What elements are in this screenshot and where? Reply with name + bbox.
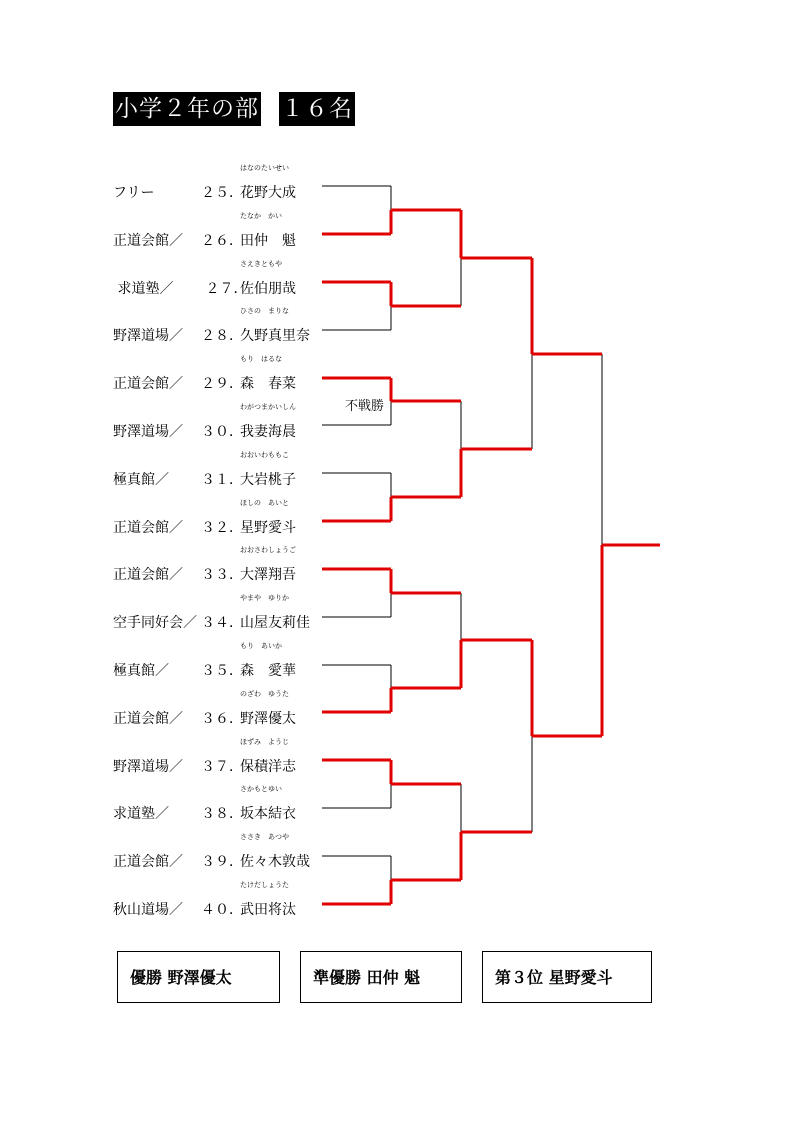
dojo-name: 野澤道場／ — [113, 758, 183, 775]
competitor-name: 我妻海晨 — [240, 424, 296, 440]
name-reading: おおいわももこ — [240, 450, 289, 459]
competitor-name: 佐伯朋哉 — [240, 280, 296, 297]
division-title: 小学２年の部 — [113, 92, 261, 126]
dojo-name: 極真館／ — [113, 663, 169, 679]
entry-number: ３０． — [201, 424, 243, 440]
competitor-name: 保積洋志 — [240, 758, 296, 775]
dojo-name: フリー — [113, 185, 155, 201]
dojo-name: 野澤道場／ — [113, 328, 183, 345]
entry-number: ２６． — [201, 232, 243, 249]
dojo-name: 野澤道場／ — [113, 424, 183, 440]
entry-number: ２５． — [201, 185, 243, 201]
competitor-name: 坂本結衣 — [240, 806, 296, 823]
name-reading: ひさの まりな — [240, 307, 289, 316]
dojo-name: 正道会館／ — [113, 710, 183, 727]
competitor-name: 大澤翔吾 — [240, 567, 296, 584]
name-reading: ほずみ ようじ — [240, 737, 289, 746]
dojo-name: 求道塾／ — [113, 806, 169, 823]
competitor-name: 花野大成 — [240, 185, 296, 201]
entry-number: ３３． — [201, 567, 243, 584]
entry-number: ３５． — [201, 663, 243, 679]
dojo-name: 求道塾／ — [113, 280, 174, 297]
entry-number: ４０． — [201, 902, 243, 918]
dojo-name: 極真館／ — [113, 471, 169, 488]
competitor-name: 森 春菜 — [240, 376, 296, 393]
entry-number: ３１． — [201, 471, 243, 488]
competitor-name: 森 愛華 — [240, 663, 296, 679]
entry-number: ３４． — [201, 615, 243, 632]
dojo-name: 正道会館／ — [113, 854, 183, 871]
name-reading: やまや ゆりか — [240, 594, 289, 603]
competitor-name: 佐々木敦哉 — [240, 854, 310, 871]
walkover-note: 不戦勝 — [345, 399, 385, 414]
dojo-name: 正道会館／ — [113, 519, 183, 536]
third-place-box: 第３位 星野愛斗 — [482, 951, 652, 1003]
competitor-name: 久野真里奈 — [240, 328, 310, 345]
dojo-name: 正道会館／ — [113, 567, 183, 584]
name-reading: わがつまかいしん — [240, 403, 296, 411]
entry-number: ３７． — [201, 758, 243, 775]
name-reading: ささき あつや — [240, 833, 289, 842]
name-reading: おおさわしょうご — [240, 546, 296, 555]
name-reading: たなか かい — [240, 211, 282, 220]
dojo-name: 正道会館／ — [113, 376, 183, 393]
entry-number: ２８． — [201, 328, 243, 345]
dojo-name: 秋山道場／ — [113, 902, 183, 918]
name-reading: もり はるな — [240, 355, 282, 364]
dojo-name: 正道会館／ — [113, 232, 183, 249]
name-reading: もり あいか — [240, 642, 282, 650]
entry-number: ２９． — [201, 376, 243, 393]
competitor-name: 星野愛斗 — [240, 519, 296, 536]
entry-number: ３８． — [201, 806, 243, 823]
name-reading: ほしの あいと — [240, 498, 289, 507]
dojo-name: 空手同好会／ — [113, 615, 197, 632]
name-reading: さえきともや — [240, 259, 282, 268]
participant-count: １６名 — [279, 92, 355, 126]
entry-number: ３２． — [201, 519, 243, 536]
name-reading: はなのたいせい — [240, 164, 289, 172]
entry-number: ３９． — [201, 854, 243, 871]
competitor-name: 山屋友莉佳 — [240, 615, 310, 632]
name-reading: のざわ ゆうた — [240, 689, 289, 698]
winner-box: 優勝 野澤優太 — [117, 951, 280, 1003]
entry-number: ３６． — [201, 710, 243, 727]
competitor-name: 野澤優太 — [240, 710, 296, 727]
name-reading: さかもとゆい — [240, 785, 282, 794]
runner-up-box: 準優勝 田仲 魁 — [300, 951, 462, 1003]
competitor-name: 武田将汰 — [240, 902, 296, 918]
entry-number: ２７． — [201, 280, 248, 297]
competitor-name: 大岩桃子 — [240, 471, 296, 488]
competitor-name: 田仲 魁 — [240, 232, 296, 249]
name-reading: たけだしょうた — [240, 881, 289, 889]
